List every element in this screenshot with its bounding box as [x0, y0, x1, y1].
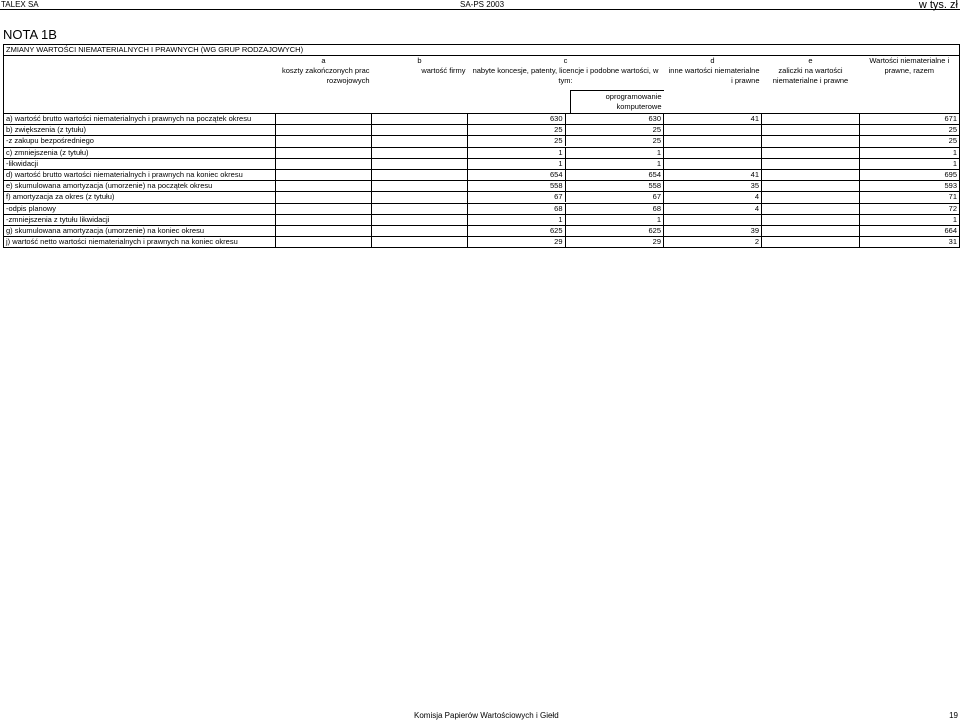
- cell-b: [372, 214, 468, 225]
- cell-d: 35: [664, 181, 762, 192]
- cell-b: [372, 125, 468, 136]
- row-label: -likwidacji: [4, 158, 276, 169]
- row-label: -odpis planowy: [4, 203, 276, 214]
- cell-b: [372, 181, 468, 192]
- cell-c: [468, 203, 664, 214]
- cell-c-sub-value: 29: [652, 237, 661, 247]
- cell-c-sub-value: 68: [652, 203, 661, 213]
- footer-publisher: Komisja Papierów Wartościowych i Giełd: [414, 711, 559, 720]
- page-footer: [0, 711, 960, 721]
- header-c-split: [468, 90, 664, 114]
- cell-b: [372, 203, 468, 214]
- table-row: [4, 214, 960, 225]
- header-c-main-spacer: [468, 91, 571, 114]
- cell-a: [276, 147, 372, 158]
- cell-a: [276, 225, 372, 236]
- cell-e: [762, 169, 860, 180]
- cell-b: [372, 225, 468, 236]
- cell-a: [276, 203, 372, 214]
- row-label: -zmniejszenia z tytułu likwidacji: [4, 214, 276, 225]
- table-row: [4, 125, 960, 136]
- cell-e: [762, 237, 860, 248]
- cell-a: [276, 114, 372, 125]
- cell-b: [372, 169, 468, 180]
- row-label: g) skumulowana amortyzacja (umorzenie) na koniec okresu: [4, 225, 276, 236]
- cell-b: [372, 192, 468, 203]
- cell-c-sub-value: 67: [652, 192, 661, 202]
- cell-c-sub-value: 25: [652, 136, 661, 146]
- cell-d: [664, 147, 762, 158]
- cell-c: [468, 192, 664, 203]
- cell-b: [372, 136, 468, 147]
- table-row: [4, 147, 960, 158]
- cell-b: [372, 147, 468, 158]
- cell-total: 25: [860, 125, 960, 136]
- table-row: [4, 114, 960, 125]
- cell-c-value: 29: [468, 237, 566, 247]
- table-row: [4, 181, 960, 192]
- cell-e: [762, 147, 860, 158]
- cell-a: [276, 237, 372, 248]
- cell-d: 41: [664, 169, 762, 180]
- cell-c-value: 68: [468, 204, 566, 214]
- header-label-spacer: [4, 66, 276, 114]
- cell-c: [468, 158, 664, 169]
- cell-c: [468, 125, 664, 136]
- cell-total: 695: [860, 169, 960, 180]
- cell-c-value: 67: [468, 192, 566, 202]
- cell-total: 664: [860, 225, 960, 236]
- header-c-sub: oprogramowanie komputerowe: [570, 91, 664, 114]
- cell-c-value: 1: [468, 159, 566, 169]
- cell-e: [762, 225, 860, 236]
- cell-c: [468, 214, 664, 225]
- cell-a: [276, 181, 372, 192]
- cell-total: 72: [860, 203, 960, 214]
- cell-c: [468, 169, 664, 180]
- cell-a: [276, 125, 372, 136]
- cell-total: 593: [860, 181, 960, 192]
- row-label: a) wartość brutto wartości niematerialnych i prawnych na początek okresu: [4, 114, 276, 125]
- cell-d: [664, 214, 762, 225]
- cell-total: 1: [860, 214, 960, 225]
- table-row: [4, 225, 960, 236]
- cell-c: [468, 114, 664, 125]
- row-label: c) zmniejszenia (z tytułu): [4, 147, 276, 158]
- row-label: b) zwiększenia (z tytułu): [4, 125, 276, 136]
- cell-c-sub-value: 1: [656, 158, 661, 168]
- cell-c: [468, 225, 664, 236]
- cell-d: 39: [664, 225, 762, 236]
- header-units: w tys. zł: [918, 0, 958, 11]
- cell-a: [276, 192, 372, 203]
- cell-c: [468, 136, 664, 147]
- cell-d: 4: [664, 192, 762, 203]
- cell-e: [762, 203, 860, 214]
- table-title: ZMIANY WARTOŚCI NIEMATERIALNYCH I PRAWNYCH (WG GRUP RODZAJOWYCH): [4, 45, 960, 56]
- header-report-type: SA-PS 2003: [460, 0, 505, 9]
- table-row: [4, 192, 960, 203]
- cell-c-sub-value: 25: [652, 125, 661, 135]
- column-letter-b: b: [372, 56, 468, 67]
- cell-d: [664, 158, 762, 169]
- table-row: [4, 169, 960, 180]
- cell-c-value: 1: [468, 148, 566, 158]
- cell-total: 671: [860, 114, 960, 125]
- cell-b: [372, 237, 468, 248]
- cell-b: [372, 114, 468, 125]
- cell-e: [762, 214, 860, 225]
- column-letter-e: e: [762, 56, 860, 67]
- table-row: [4, 237, 960, 248]
- header-a: koszty zakończonych prac rozwojowych: [276, 66, 372, 114]
- table-row: [4, 203, 960, 214]
- cell-total: 1: [860, 158, 960, 169]
- header-company: TALEX SA: [1, 0, 39, 9]
- cell-c-sub-value: 1: [656, 214, 661, 224]
- header-total: Wartości niematerialne i prawne, razem: [860, 56, 960, 114]
- column-headers-row: [4, 66, 960, 90]
- row-label: f) amortyzacja za okres (z tytułu): [4, 192, 276, 203]
- header-rule: [0, 9, 960, 10]
- cell-total: 1: [860, 147, 960, 158]
- cell-d: 2: [664, 237, 762, 248]
- cell-c: [468, 237, 664, 248]
- cell-e: [762, 181, 860, 192]
- cell-a: [276, 169, 372, 180]
- cell-c: [468, 181, 664, 192]
- column-letter-c: c: [468, 56, 664, 67]
- table-row: [4, 136, 960, 147]
- header-e: zaliczki na wartości niematerialne i prawne: [762, 66, 860, 114]
- cell-b: [372, 158, 468, 169]
- cell-d: 4: [664, 203, 762, 214]
- cell-c-value: 1: [468, 215, 566, 225]
- cell-a: [276, 136, 372, 147]
- cell-e: [762, 125, 860, 136]
- note-title: NOTA 1B: [3, 27, 57, 42]
- cell-total: 25: [860, 136, 960, 147]
- cell-a: [276, 214, 372, 225]
- header-c: nabyte koncesje, patenty, licencje i podobne wartości, w tym:: [472, 66, 659, 85]
- row-label: j) wartość netto wartości niematerialnych i prawnych na koniec okresu: [4, 237, 276, 248]
- cell-d: 41: [664, 114, 762, 125]
- cell-e: [762, 136, 860, 147]
- cell-c-value: 25: [468, 136, 566, 146]
- cell-a: [276, 158, 372, 169]
- cell-c: [468, 147, 664, 158]
- page-number: 19: [949, 711, 958, 720]
- cell-c-value: 558: [468, 181, 566, 191]
- row-label: d) wartość brutto wartości niematerialnych i prawnych na koniec okresu: [4, 169, 276, 180]
- cell-c-value: 654: [468, 170, 566, 180]
- cell-c-sub-value: 654: [648, 169, 661, 179]
- cell-c-sub-value: 558: [648, 181, 661, 191]
- cell-d: [664, 125, 762, 136]
- table-row: [4, 158, 960, 169]
- column-letters-row: [4, 56, 960, 67]
- row-label: -z zakupu bezpośredniego: [4, 136, 276, 147]
- column-letter-d: d: [664, 56, 762, 67]
- cell-e: [762, 114, 860, 125]
- cell-c-sub-value: 625: [648, 225, 661, 235]
- cell-total: 31: [860, 237, 960, 248]
- header-d: inne wartości niematerialne i prawne: [664, 66, 762, 114]
- cell-e: [762, 158, 860, 169]
- cell-c-value: 630: [468, 114, 566, 124]
- cell-c-sub-value: 1: [656, 147, 661, 157]
- cell-e: [762, 192, 860, 203]
- cell-c-value: 25: [468, 125, 566, 135]
- letters-spacer: [4, 56, 276, 67]
- cell-c-value: 625: [468, 226, 566, 236]
- header-b: wartość firmy: [372, 66, 468, 114]
- row-label: e) skumulowana amortyzacja (umorzenie) na początek okresu: [4, 181, 276, 192]
- column-letter-a: a: [276, 56, 372, 67]
- cell-d: [664, 136, 762, 147]
- cell-c-sub-value: 630: [648, 114, 661, 123]
- cell-total: 71: [860, 192, 960, 203]
- intangibles-table: [3, 44, 959, 248]
